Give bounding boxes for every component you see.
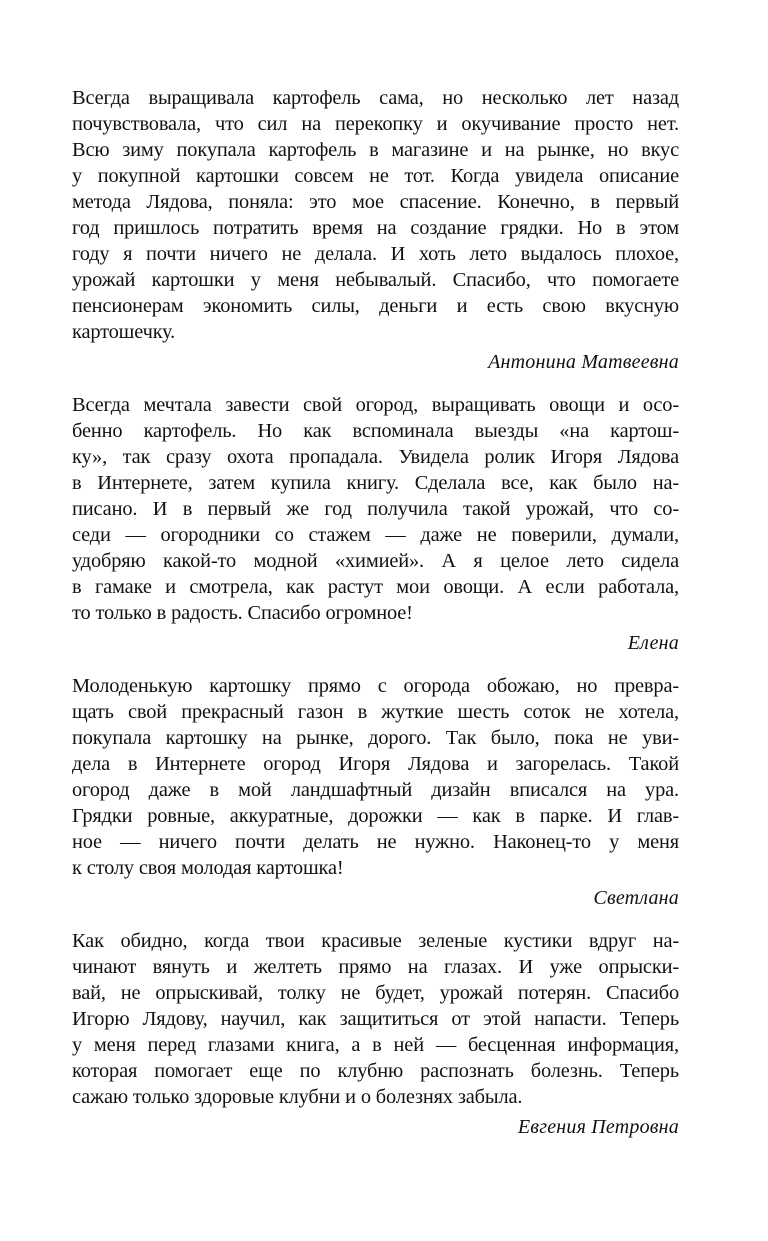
text-line: седи — огородники со стажем — даже не поверили, думали, xyxy=(72,524,679,546)
text-line: почувствовала, что сил на перекопку и окучивание просто нет. xyxy=(72,113,679,135)
review-text xyxy=(72,85,679,345)
text-line: Как обидно, когда твои красивые зеленые кустики вдруг на- xyxy=(72,930,679,952)
review-3 xyxy=(72,673,679,911)
book-page xyxy=(72,85,679,1140)
review-author: Антонина Матвеевна xyxy=(488,351,679,373)
text-line: Грядки ровные, аккуратные, дорожки — как в парке. И глав- xyxy=(72,805,679,827)
text-line: Молоденькую картошку прямо с огорода обожаю, но превра- xyxy=(72,675,679,697)
review-4 xyxy=(72,928,679,1140)
text-line: картошечку. xyxy=(72,321,176,343)
text-line: Всегда мечтала завести свой огород, выращивать овощи и осо- xyxy=(72,394,679,416)
text-line: вай, не опрыскивай, толку не будет, урожай потерян. Спасибо xyxy=(72,982,679,1004)
text-line: пенсионерам экономить силы, деньги и есть свою вкусную xyxy=(72,295,679,317)
text-line: году я почти ничего не делала. И хоть лето выдалось плохое, xyxy=(72,243,679,265)
text-line: Всегда выращивала картофель сама, но несколько лет назад xyxy=(72,87,679,109)
review-text xyxy=(72,928,679,1110)
review-1 xyxy=(72,85,679,375)
review-author: Елена xyxy=(627,632,679,654)
text-line: у покупной картошки совсем не тот. Когда увидела описание xyxy=(72,165,679,187)
text-line: Всю зиму покупала картофель в магазине и на рынке, но вкус xyxy=(72,139,679,161)
text-line: ку», так сразу охота пропадала. Увидела ролик Игоря Лядова xyxy=(72,446,679,468)
review-text xyxy=(72,392,679,626)
text-line: в Интернете, затем купила книгу. Сделала все, как было на- xyxy=(72,472,679,494)
text-line: к столу своя молодая картошка! xyxy=(72,857,344,879)
text-line: щать свой прекрасный газон в жуткие шесть соток не хотела, xyxy=(72,701,679,723)
text-line: урожай картошки у меня небывалый. Спасибо, что помогаете xyxy=(72,269,679,291)
text-line: дела в Интернете огород Игоря Лядова и загорелась. Такой xyxy=(72,753,679,775)
text-line: удобряю какой-то модной «химией». А я целое лето сидела xyxy=(72,550,679,572)
review-author: Евгения Петровна xyxy=(517,1116,679,1138)
text-line: то только в радость. Спасибо огромное! xyxy=(72,602,413,624)
text-line: сажаю только здоровые клубни и о болезнях забыла. xyxy=(72,1086,523,1108)
text-line: бенно картофель. Но как вспоминала выезды «на картош- xyxy=(72,420,679,442)
review-author: Светлана xyxy=(593,887,679,909)
text-line: огород даже в мой ландшафтный дизайн вписался на ура. xyxy=(72,779,679,801)
text-line: год пришлось потратить время на создание грядки. Но в этом xyxy=(72,217,679,239)
text-line: покупала картошку на рынке, дорого. Так было, пока не уви- xyxy=(72,727,679,749)
text-line: которая помогает еще по клубню распознать болезнь. Теперь xyxy=(72,1060,679,1082)
text-line: у меня перед глазами книга, а в ней — бесценная информация, xyxy=(72,1034,679,1056)
text-line: чинают вянуть и желтеть прямо на глазах. И уже опрыски- xyxy=(72,956,679,978)
text-line: в гамаке и смотрела, как растут мои овощи. А если работала, xyxy=(72,576,679,598)
text-line: ное — ничего почти делать не нужно. Наконец-то у меня xyxy=(72,831,679,853)
text-line: метода Лядова, поняла: это мое спасение. Конечно, в первый xyxy=(72,191,679,213)
text-line: Игорю Лядову, научил, как защититься от этой напасти. Теперь xyxy=(72,1008,679,1030)
text-line: писано. И в первый же год получила такой урожай, что со- xyxy=(72,498,679,520)
review-2 xyxy=(72,392,679,656)
review-text xyxy=(72,673,679,881)
